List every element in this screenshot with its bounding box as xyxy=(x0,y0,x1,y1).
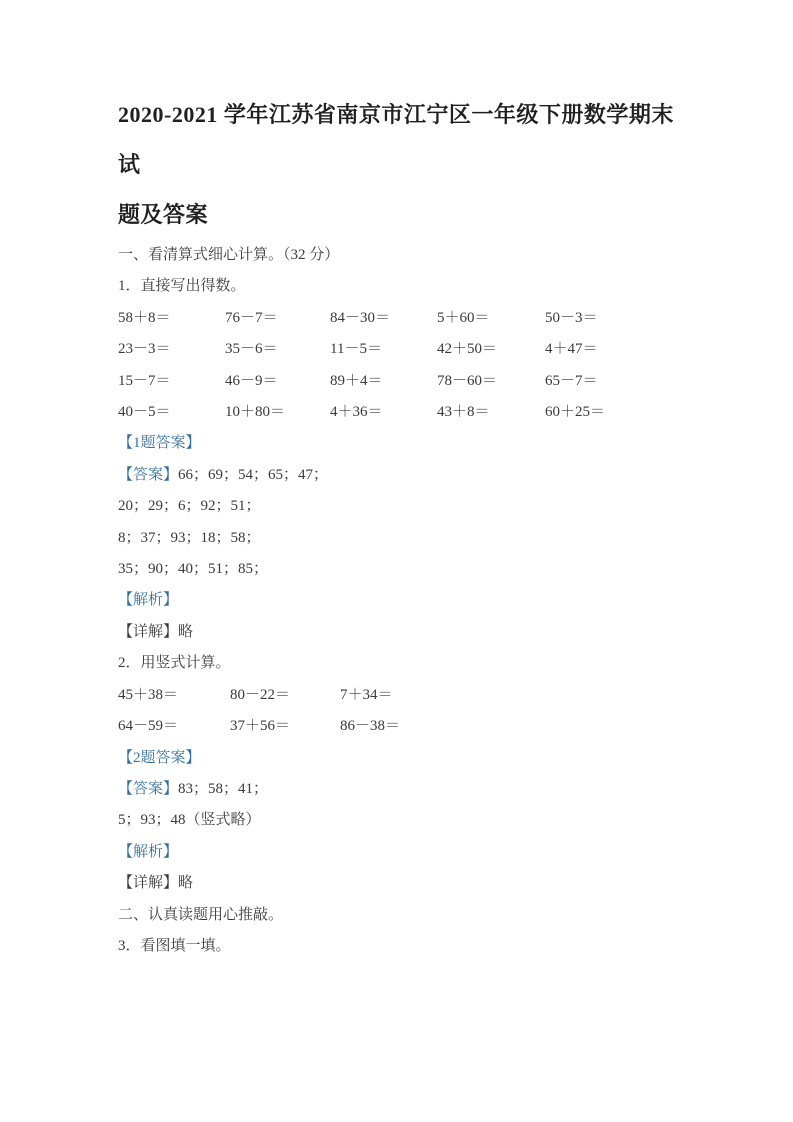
answer-2-line-1 xyxy=(118,774,678,805)
equation: 86－38＝ xyxy=(340,718,401,735)
page-title-line-1: 2020-2021 学年江苏省南京市江宁区一年级下册数学期末试 xyxy=(118,102,674,177)
equation: 46－9＝ xyxy=(225,372,278,389)
equation: 23－3＝ xyxy=(118,341,171,358)
detail-1-line xyxy=(118,617,678,648)
equation: 10＋80＝ xyxy=(225,404,286,421)
equation: 43＋8＝ xyxy=(437,404,490,421)
equation: 60＋25＝ xyxy=(545,404,606,421)
equation: 78－60＝ xyxy=(437,372,498,389)
answer-2-header: 【2题答案】 xyxy=(118,749,201,766)
equation: 40－5＝ xyxy=(118,404,171,421)
equation: 7＋34＝ xyxy=(340,686,393,703)
question-2-label: 2．用竖式计算。 xyxy=(118,655,231,672)
equation: 37＋56＝ xyxy=(230,718,291,735)
equation: 84－30＝ xyxy=(330,309,391,326)
question-1-equation-grid xyxy=(118,303,678,429)
equation: 65－7＝ xyxy=(545,372,598,389)
answer-1-header: 【1题答案】 xyxy=(118,435,201,452)
answer-1-values-2: 20；29；6；92；51； xyxy=(118,498,261,515)
section-2-heading: 二、认真读题用心推敲。 xyxy=(118,906,284,923)
equation: 50－3＝ xyxy=(545,309,598,326)
page-title xyxy=(118,90,678,240)
equation: 42＋50＝ xyxy=(437,341,498,358)
answer-1-values-1: 66；69；54；65；47； xyxy=(178,466,329,483)
equation: 80－22＝ xyxy=(230,686,291,703)
equation: 35－6＝ xyxy=(225,341,278,358)
question-3-label: 3．看图填一填。 xyxy=(118,937,231,954)
answer-2-values-2: 5；93；48（竖式略） xyxy=(118,812,261,829)
equation: 15－7＝ xyxy=(118,372,171,389)
answer-1-values-4: 35；90；40；51；85； xyxy=(118,561,269,578)
question-1-label: 1．直接写出得数。 xyxy=(118,278,246,295)
equation: 45＋38＝ xyxy=(118,686,179,703)
equation: 76－7＝ xyxy=(225,309,278,326)
detail-2-line xyxy=(118,868,678,899)
equation: 4＋36＝ xyxy=(330,404,383,421)
equation: 89＋4＝ xyxy=(330,372,383,389)
section-1-heading: 一、看清算式细心计算。（32 分） xyxy=(118,247,340,263)
equation: 5＋60＝ xyxy=(437,309,490,326)
detail-label: 【详解】 xyxy=(118,875,179,892)
page-title-line-2: 题及答案 xyxy=(118,202,209,227)
answer-label: 【答案】 xyxy=(118,780,179,797)
answer-1-values-3: 8；37；93；18；58； xyxy=(118,529,261,546)
equation: 58＋8＝ xyxy=(118,309,171,326)
equation: 11－5＝ xyxy=(330,341,382,358)
equation: 4＋47＝ xyxy=(545,341,598,358)
detail-label: 【详解】 xyxy=(118,623,179,640)
detail-2-text: 略 xyxy=(178,875,194,892)
equation: 64－59＝ xyxy=(118,718,179,735)
detail-1-text: 略 xyxy=(178,623,194,640)
answer-label: 【答案】 xyxy=(118,466,179,483)
analysis-1-header: 【解析】 xyxy=(118,592,179,609)
answer-1-line-1 xyxy=(118,460,678,491)
answer-2-values-1: 83；58；41； xyxy=(178,780,269,797)
analysis-2-header: 【解析】 xyxy=(118,843,179,860)
question-2-equation-grid xyxy=(118,680,678,743)
